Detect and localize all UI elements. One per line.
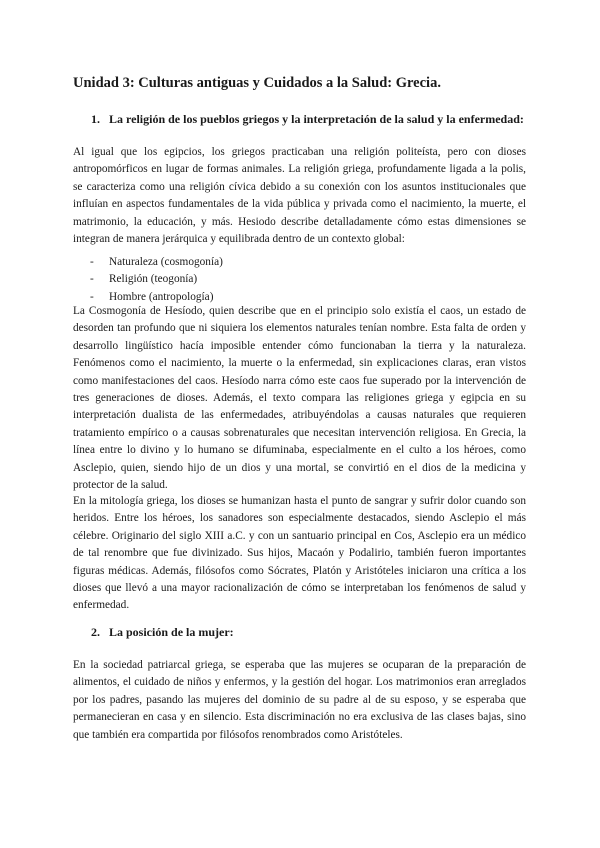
section-1-list [73, 254, 526, 306]
section-1-paragraph-1: Al igual que los egipcios, los griegos practicaban una religión politeísta, pero con dioses antropomórficos en lugar de formas animales. La religión griega, profundamente ligada a la polis, se caracteriza como una religión cívica debido a su conexión con los asuntos institucionales que influían en aspectos fundamentales de la vida pública y privada como el nacimiento, la muerte, el matrimonio, la educación, y más. Hesiodo describe detalladamente cómo estas dimensiones se integran de manera jerárquica y equilibrada dentro de un contexto global: [73, 146, 526, 246]
section-1-number: 1. [91, 112, 100, 126]
section-2-heading [91, 625, 541, 640]
section-1-heading-text: La religión de los pueblos griegos y la interpretación de la salud y la enfermedad: [109, 112, 524, 126]
list-item-text: Naturaleza (cosmogonía) [109, 256, 223, 268]
list-item [73, 254, 526, 271]
section-2-paragraph-1: En la sociedad patriarcal griega, se esperaba que las mujeres se ocuparan de la preparación de alimentos, el cuidado de niños y enfermos, y la gestión del hogar. Los matrimonios eran arreglados por los padres, pasando las mujeres del dominio de su padre al de su esposo, y se esperaba que permanecieran en casa y en silencio. Esta discriminación no era exclusiva de las clases bajas, sino que también era compartida por filósofos renombrados como Aristóteles. [73, 659, 526, 741]
section-1-paragraph-3: En la mitología griega, los dioses se humanizan hasta el punto de sangrar y sufrir dolor cuando son heridos. Entre los héroes, los sanadores son especialmente destacados, siendo Asclepio el más célebre. Originario del siglo XIII a.C. y con un santuario principal en Cos, Asclepio era un médico de tal renombre que fue divinizado. Sus hijos, Macaón y Podalirio, también fueron importantes figuras médicas. Además, filósofos como Sócrates, Platón y Aristóteles iniciaron una crítica a los dioses que llevó a una mayor racionalización de cómo se interpretaban los fenómenos de salud y enfermedad. [73, 495, 526, 612]
document-title: Unidad 3: Culturas antiguas y Cuidados a la Salud: Grecia. [73, 75, 441, 91]
section-1-heading [91, 112, 541, 127]
list-item [73, 271, 526, 288]
list-item-text: Hombre (antropología) [109, 290, 214, 303]
list-dash: - [90, 273, 94, 286]
section-1-paragraph-2: La Cosmogonía de Hesíodo, quien describe que en el principio solo existía el caos, un estado de desorden tan profundo que ni siquiera los elementos naturales tenían nombre. Esta falta de orden y desarrollo lingüístico hacía imposible entender cómo funcionaban la tierra y la naturaleza. Fenómenos como el nacimiento, la muerte o la enfermedad, sin explicaciones claras, eran vistos como manifestaciones del caos. Hesíodo narra cómo este caos fue superado por la intervención de tres generaciones de dioses. Además, el texto compara las religiones griega y egipcia en su interpretación dualista de las enfermedades, atribuyéndolas a causas naturales que requieren tratamiento empírico o a causas sobrenaturales que necesitan intervención religiosa. En Grecia, la línea entre lo divino y lo humano se difuminaba, especialmente en el culto a los héroes, como Asclepio, quien, siendo hijo de un dios y una mortal, se convirtió en el dios de la medicina y protector de la salud. [73, 305, 526, 492]
section-2-heading-text: La posición de la mujer: [109, 625, 234, 639]
list-dash: - [90, 256, 94, 268]
list-dash: - [90, 290, 94, 303]
section-2-number: 2. [91, 625, 100, 639]
list-item-text: Religión (teogonía) [109, 273, 198, 286]
